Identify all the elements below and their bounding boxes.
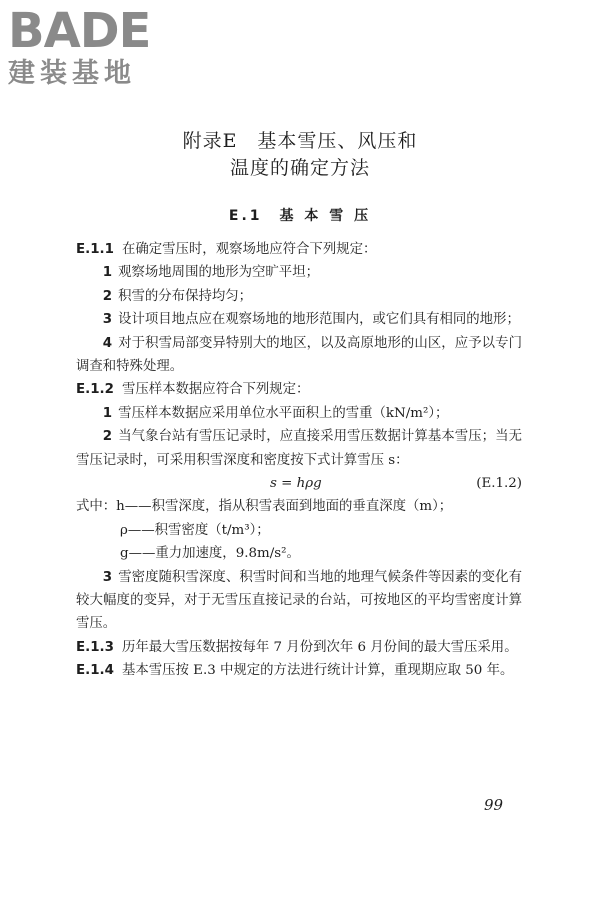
item-number: 3 (102, 312, 113, 328)
clause-id: E.1.3 (76, 639, 114, 655)
item-number: 2 (102, 288, 113, 304)
item-number: 4 (102, 335, 113, 351)
list-item (76, 308, 522, 331)
item-text: 观察场地周围的地形为空旷平坦； (118, 265, 319, 281)
formula-number: (E.1.2) (476, 476, 522, 492)
clause-text: 基本雪压按 E.3 中规定的方法进行统计计算，重现期应取 50 年。 (121, 663, 514, 679)
clause-id: E.1.4 (76, 663, 114, 679)
list-item (76, 332, 522, 379)
clause-id: E.1.2 (76, 382, 114, 398)
item-number: 1 (102, 265, 113, 281)
item-text: 雪压样本数据应采用单位水平面积上的雪重（kN/m²）； (118, 405, 449, 421)
brand-logo (8, 3, 178, 90)
list-item (76, 566, 522, 636)
page-number: 99 (484, 796, 504, 814)
appendix-title (0, 128, 600, 182)
clause-e114 (76, 659, 522, 682)
clause-e113 (76, 636, 522, 659)
section-heading: E.1 基 本 雪 压 (228, 208, 372, 224)
item-text: 对于积雪局部变异特别大的地区，以及高原地形的山区，应予以专门调查和特殊处理。 (76, 335, 522, 375)
definition-rho: ρ——积雪密度（t/m³）； (120, 522, 270, 538)
definition-g: g——重力加速度，9.8m/s²。 (120, 546, 300, 562)
formula-row (76, 472, 522, 495)
item-text: 积雪的分布保持均匀； (118, 288, 253, 304)
item-number: 2 (102, 429, 113, 445)
item-number: 3 (102, 569, 113, 585)
list-item (76, 261, 522, 284)
clause-e112 (76, 378, 522, 401)
logo-subtitle: 建装基地 (8, 58, 136, 89)
definition-h: 式中：h——积雪深度，指从积雪表面到地面的垂直深度（m）； (76, 499, 453, 515)
list-item (76, 425, 522, 472)
list-item (76, 402, 522, 425)
item-number: 1 (102, 405, 113, 421)
clause-text: 历年最大雪压数据按每年 7 月份到次年 6 月份间的最大雪压采用。 (121, 639, 518, 655)
appendix-title-line2: 温度的确定方法 (229, 157, 370, 179)
formula-expression: s = hρg (270, 476, 322, 492)
clause-text: 雪压样本数据应符合下列规定： (121, 382, 310, 398)
item-text: 设计项目地点应在观察场地的地形范围内，或它们具有相同的地形； (118, 312, 520, 328)
document-body (76, 238, 522, 683)
item-text: 当气象台站有雪压记录时，应直接采用雪压数据计算基本雪压；当无雪压记录时，可采用积雪深度和密度按下式计算雪压 s： (76, 429, 522, 468)
item-text: 雪密度随积雪深度、积雪时间和当地的地理气候条件等因素的变化有较大幅度的变异，对于无雪压直接记录的台站，可按地区的平均雪密度计算雪压。 (76, 569, 522, 632)
logo-brand-text: BADE (8, 3, 151, 59)
clause-text: 在确定雪压时，观察场地应符合下列规定： (121, 242, 377, 257)
clause-e111 (76, 238, 522, 261)
appendix-title-line1: 附录E 基本雪压、风压和 (182, 130, 418, 152)
list-item (76, 285, 522, 308)
clause-id: E.1.1 (76, 242, 114, 257)
